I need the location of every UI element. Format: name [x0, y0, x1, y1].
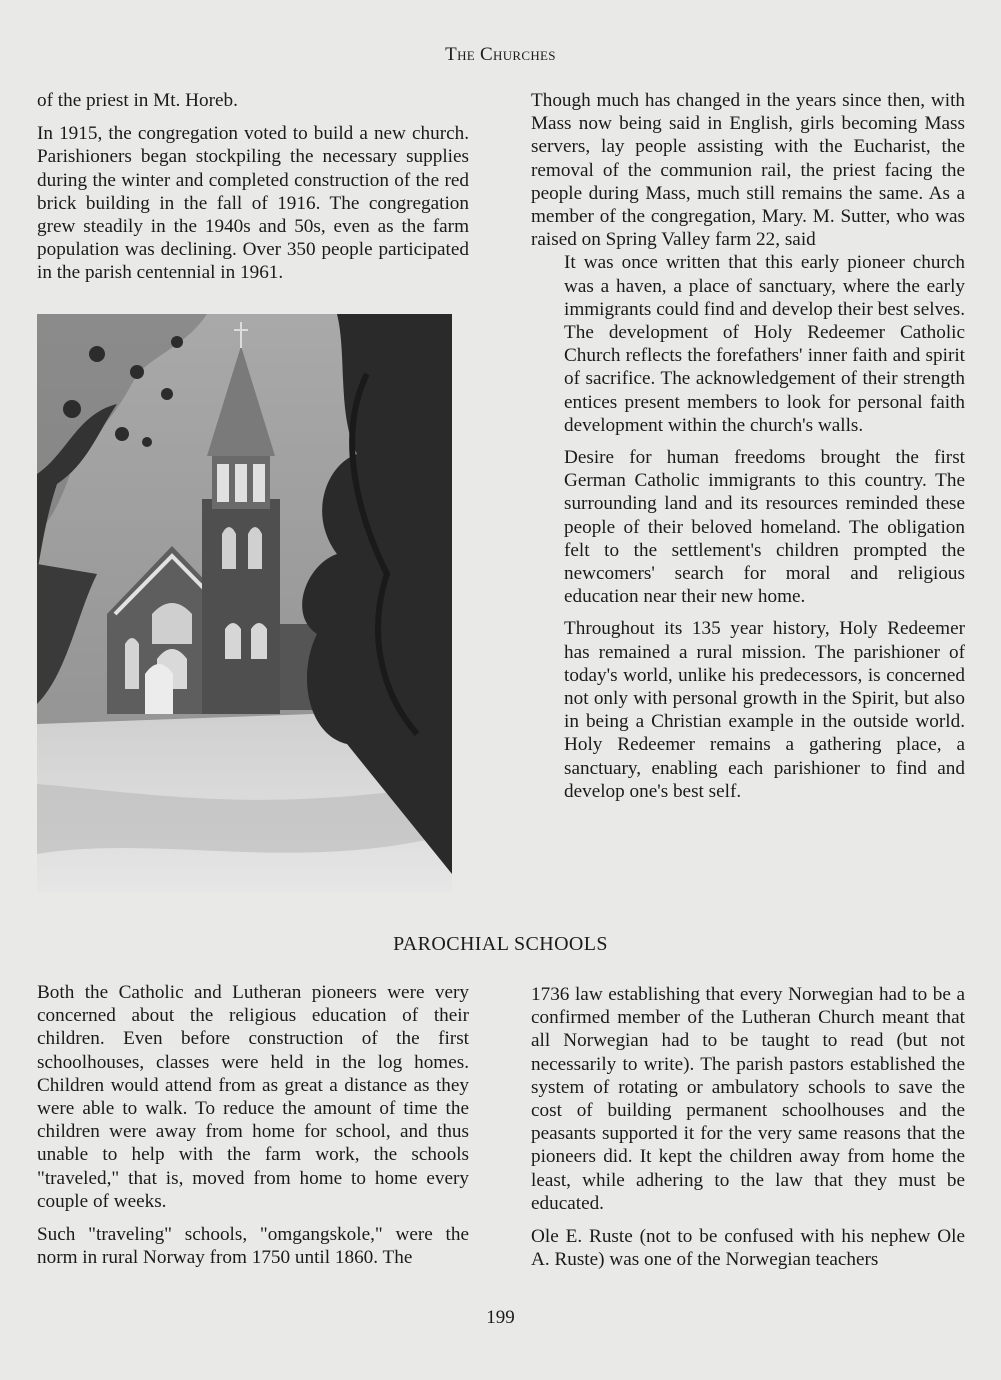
- top-right-column: [531, 89, 965, 803]
- paragraph: of the priest in Mt. Horeb.: [37, 90, 238, 111]
- bottom-left-column: [37, 981, 469, 1269]
- quote-paragraph: Throughout its 135 year history, Holy Redeemer has remained a rural mission. The parishioner of today's world, unlike his predecessors, is concerned not only with personal growth in the Spirit, but also in being a Christian example in the outside world. Holy Redeemer remains a gathering place, a sanctuary, enabling each parishioner to find and develop one's best self.: [564, 618, 965, 802]
- paragraph: Ole E. Ruste (not to be confused with his nephew Ole A. Ruste) was one of the Norwegian teachers: [531, 1226, 965, 1271]
- paragraph: Both the Catholic and Lutheran pioneers were very concerned about the religious education of their children. Even before construction of the first schoolhouses, classes were held in the log homes. Children would attend from as great a distance as they were able to walk. To reduce the amount of time the children were away from home for school, and thus unable to help with the farm work, the schools "traveled," that is, moved from home to home every couple of weeks.: [37, 982, 469, 1212]
- church-photograph: [37, 314, 452, 892]
- paragraph: 1736 law establishing that every Norwegian had to be a confirmed member of the Lutheran Church meant that all Norwegian had to be taught to read (but not necessarily to write). The parish pastors established the system of rotating or ambulatory schools to save the cost of building permanent schoolhouses and the peasants supported it for the very same reasons that the pioneers did. It kept the children away from home the least, while adhering to the law that they must be educated.: [531, 984, 965, 1214]
- bottom-right-column: [531, 983, 965, 1271]
- quote-paragraph: Desire for human freedoms brought the first German Catholic immigrants to this country. The surrounding land and its resources reminded these people of their beloved homeland. The obligation felt to the settlement's children prompted the newcomers' search for moral and religious education near their new home.: [564, 447, 965, 608]
- church-photo-illustration: [37, 314, 452, 892]
- section-heading: PAROCHIAL SCHOOLS: [393, 933, 608, 955]
- paragraph: Though much has changed in the years since then, with Mass now being said in English, girls becoming Mass servers, lay people assisting with the Eucharist, the removal of the communion rail, the priest facing the people during Mass, much still remains the same. As a member of the congregation, Mary. M. Sutter, who was raised on Spring Valley farm 22, said: [531, 90, 965, 251]
- quote-paragraph: It was once written that this early pioneer church was a haven, a place of sanctuary, where the early immigrants could find and develop their best selves. The development of Holy Redeemer Catholic Church reflects the forefathers' inner faith and spirit of sacrifice. The acknowledgement of their strength entices present members to look for personal faith development within the church's walls.: [564, 252, 965, 436]
- page-number: 199: [486, 1307, 515, 1328]
- running-header: The Churches: [445, 44, 556, 65]
- top-left-column: [37, 89, 469, 285]
- paragraph: Such "traveling" schools, "omgangskole," were the norm in rural Norway from 1750 until 1860. The: [37, 1224, 469, 1269]
- block-quote: [564, 251, 965, 803]
- paragraph: In 1915, the congregation voted to build a new church. Parishioners began stockpiling the necessary supplies during the winter and completed construction of the red brick building in the fall of 1916. The congregation grew steadily in the 1940s and 50s, even as the farm population was declining. Over 350 people participated in the parish centennial in 1961.: [37, 123, 469, 284]
